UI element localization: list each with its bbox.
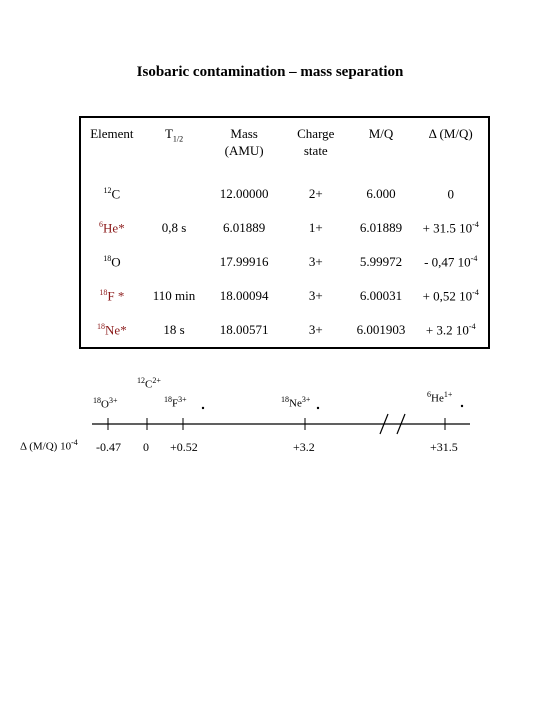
tick-label-zero: 0 bbox=[143, 440, 149, 454]
cell-delta-mq: - 0,47 $10^{-4}$ bbox=[424, 253, 478, 270]
mq-axis-diagram bbox=[0, 360, 540, 480]
table-row bbox=[80, 211, 489, 245]
cell-charge: 3+ bbox=[308, 254, 323, 269]
cell-mass: 18.00571 bbox=[219, 322, 269, 337]
table-header-row bbox=[80, 117, 489, 177]
cell-mass: 17.99916 bbox=[219, 254, 269, 269]
cell-element: $^{18}$O bbox=[103, 253, 121, 270]
header-element: Element bbox=[90, 126, 134, 141]
header-half-life: $T_{1/2}$ bbox=[164, 126, 184, 144]
marker-ne bbox=[317, 407, 319, 409]
marker-f bbox=[202, 407, 204, 409]
cell-element: $^{18}$Ne* bbox=[97, 321, 127, 338]
cell-mq: 6.000 bbox=[366, 186, 396, 201]
marker-he bbox=[461, 405, 463, 407]
cell-delta-mq: + 3.2 $10^{-4}$ bbox=[425, 321, 476, 338]
cell-element: $^6$He* bbox=[99, 219, 125, 236]
cell-mq: 6.01889 bbox=[359, 220, 403, 235]
cell-charge: 2+ bbox=[308, 186, 323, 201]
header-charge: Charge state bbox=[297, 126, 335, 158]
cell-delta-mq: + 0,52 $10^{-4}$ bbox=[422, 287, 479, 304]
cell-half-life bbox=[143, 177, 206, 211]
cell-delta-mq: + 31.5 $10^{-4}$ bbox=[422, 219, 479, 236]
cell-half-life bbox=[143, 245, 206, 279]
table-row bbox=[80, 279, 489, 313]
cell-half-life: 18 s bbox=[163, 322, 185, 337]
cell-mass: 6.01889 bbox=[223, 220, 266, 235]
page-title: Isobaric contamination – mass separation bbox=[136, 64, 404, 80]
ion-label-o: $^{18}O^{3+}$ bbox=[93, 396, 118, 411]
cell-mass: 18.00094 bbox=[219, 288, 269, 303]
table-row bbox=[80, 245, 489, 279]
cell-charge: 3+ bbox=[308, 288, 323, 303]
cell-charge: 3+ bbox=[308, 322, 323, 337]
ion-label-f: $^{18}F^{3+}$ bbox=[164, 395, 187, 410]
ion-label-ne: $^{18}Ne^{3+}$ bbox=[281, 395, 311, 410]
tick-label-minus047: -0.47 bbox=[96, 440, 121, 454]
ion-label-he: $^6He^{1+}$ bbox=[427, 390, 453, 405]
cell-delta-mq: 0 bbox=[447, 186, 454, 202]
cell-half-life: 0,8 s bbox=[161, 220, 187, 235]
header-delta-mq: Δ (M/Q) bbox=[428, 126, 473, 141]
axis-title: Δ (M/Q) $10^{-4}$ bbox=[20, 438, 78, 453]
cell-half-life: 110 min bbox=[152, 288, 196, 303]
table-row bbox=[80, 313, 489, 348]
cell-charge: 1+ bbox=[308, 220, 323, 235]
tick-label-plus315: +31.5 bbox=[430, 440, 458, 454]
cell-mass: 12.00000 bbox=[219, 186, 269, 201]
isobar-table bbox=[79, 116, 490, 349]
cell-mq: 6.00031 bbox=[359, 288, 403, 303]
cell-element: $^{18}$F * bbox=[99, 287, 125, 304]
tick-label-plus052: +0.52 bbox=[170, 440, 198, 454]
cell-element: $^{12}$C bbox=[103, 185, 121, 202]
ion-label-c: $^{12}C^{2+}$ bbox=[137, 376, 161, 391]
header-mass: Mass (AMU) bbox=[224, 126, 264, 158]
cell-mq: 6.001903 bbox=[356, 322, 406, 337]
tick-label-plus32: +3.2 bbox=[293, 440, 315, 454]
cell-mq: 5.99972 bbox=[359, 254, 403, 269]
header-mq: M/Q bbox=[368, 126, 394, 141]
table-row bbox=[80, 177, 489, 211]
